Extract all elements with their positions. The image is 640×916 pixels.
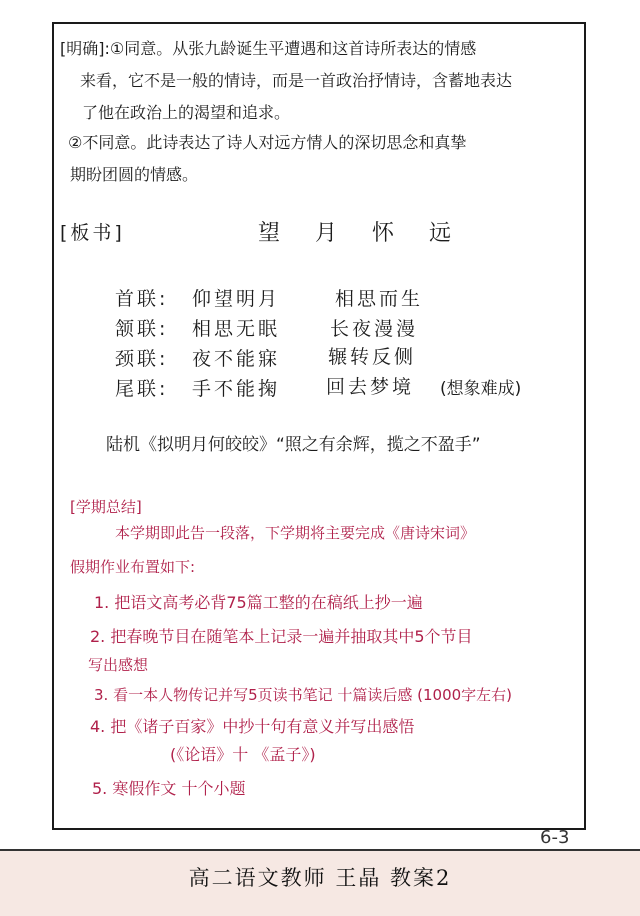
mingque-point1-line2: 来看，它不是一般的情诗，而是一首政治抒情诗，含蓄地表达 bbox=[80, 71, 513, 90]
mingque-point1-line1: ①同意。从张九龄诞生平遭遇和这首诗所表达的情感 bbox=[109, 39, 477, 58]
banshu-row-right: 长夜漫漫 bbox=[330, 318, 419, 340]
banshu-quote: 陆机《拟明月何皎皎》“照之有余辉，揽之不盈手” bbox=[106, 435, 481, 455]
homework-item: 写出感想 bbox=[88, 656, 149, 674]
homework-item: 3. 看一本人物传记并写5页读书笔记 十篇读后感 (1000字左右) bbox=[94, 686, 513, 704]
homework-item: 4. 把《诸子百家》中抄十句有意义并写出感悟 bbox=[90, 717, 415, 736]
mingque-point1-line3: 了他在政治上的渴望和追求。 bbox=[82, 103, 291, 122]
summary-line-1: 本学期即此告一段落，下学期将主要完成《唐诗宋词》 bbox=[115, 524, 476, 542]
banshu-row-right: 回去梦境 bbox=[326, 376, 415, 398]
summary-line-2: 假期作业布置如下: bbox=[70, 558, 196, 576]
mingque-point2-line1: ②不同意。此诗表达了诗人对远方情人的深切思念和真挚 bbox=[68, 133, 467, 152]
banshu-row-label: 首联: bbox=[115, 288, 169, 310]
banshu-row-left: 仰望明月 bbox=[192, 288, 281, 310]
homework-item: (《论语》十 《孟子》) bbox=[170, 745, 316, 764]
homework-item: 5. 寒假作文 十个小题 bbox=[92, 779, 246, 798]
footer-caption: 高二语文教师 王晶 教案2 bbox=[188, 866, 452, 890]
banshu-row-right: 相思而生 bbox=[335, 288, 424, 310]
banshu-title: 望 月 怀 远 bbox=[258, 221, 465, 246]
banshu-row-label: 尾联: bbox=[115, 378, 169, 400]
banshu-row-label: 颈联: bbox=[115, 348, 169, 370]
banshu-row-left: 相思无眠 bbox=[192, 318, 281, 340]
mingque-point2-line2: 期盼团圆的情感。 bbox=[70, 165, 199, 184]
banshu-row-right: 辗转反侧 bbox=[328, 346, 417, 368]
summary-tag: [学期总结] bbox=[70, 498, 142, 516]
banshu-row-left: 手不能掬 bbox=[192, 378, 281, 400]
banshu-row-left: 夜不能寐 bbox=[192, 348, 281, 370]
homework-item: 2. 把春晚节目在随笔本上记录一遍并抽取其中5个节目 bbox=[90, 627, 473, 646]
page-divider bbox=[0, 849, 640, 851]
banshu-row-label: 颔联: bbox=[115, 318, 169, 340]
mingque-tag: [明确]: bbox=[60, 39, 110, 58]
page-number: 6-3 bbox=[540, 827, 570, 848]
mingque-line-1 bbox=[60, 36, 476, 59]
homework-item: 1. 把语文高考必背75篇工整的在稿纸上抄一遍 bbox=[94, 593, 423, 612]
banshu-tag: [板书] bbox=[60, 222, 125, 244]
banshu-row-note: (想象难成) bbox=[440, 379, 522, 399]
